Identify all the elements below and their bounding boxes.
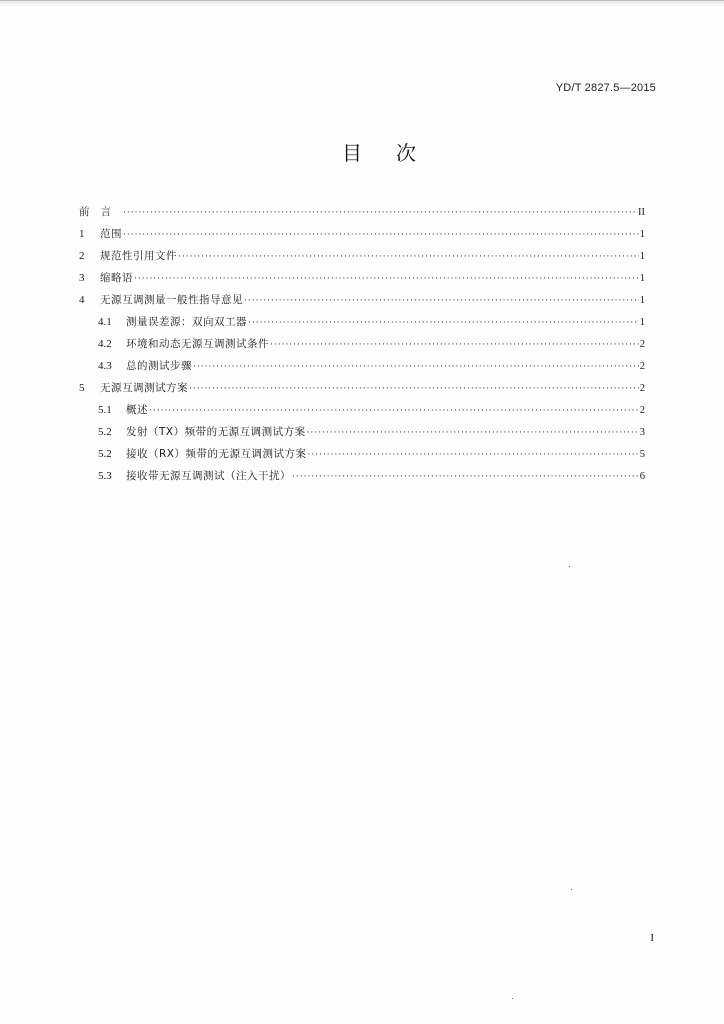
toc-entry-label: 接收（RX）频带的无源互调测试方案	[126, 448, 307, 460]
toc-entry-page: 1	[639, 273, 645, 284]
toc-entry-label: 缩略语	[100, 272, 133, 284]
toc-entry-number: 5.1	[98, 404, 112, 416]
toc-leader-dots	[189, 378, 639, 400]
toc-entry-number: 4.2	[98, 338, 112, 350]
toc-entry-page: 2	[639, 361, 645, 372]
toc-title: 目次	[342, 141, 450, 165]
toc-leader-dots	[307, 422, 639, 444]
toc-entry-page: 1	[639, 251, 645, 262]
toc-leader-dots	[193, 356, 639, 378]
toc-entry-number: 4.3	[98, 360, 112, 372]
toc-entry-number: 5.2	[98, 426, 112, 438]
toc-entry-5-3[interactable]	[79, 465, 645, 487]
toc-entry-5-1[interactable]	[79, 399, 645, 421]
scan-speck	[512, 998, 513, 999]
page-number: I	[650, 932, 654, 944]
toc-entry-label: 环境和动态无源互调测试条件	[126, 338, 269, 350]
toc-entry-4-1[interactable]	[79, 311, 645, 333]
toc-entry-number: 5.3	[98, 470, 112, 482]
toc-entry-4-2[interactable]	[79, 333, 645, 355]
toc-entry-5-2-tx[interactable]	[79, 421, 645, 443]
standard-code: YD/T 2827.5—2015	[555, 82, 656, 94]
toc-entry-foreword[interactable]	[79, 201, 645, 223]
toc-entry-label: 测量误差源：双向双工器	[126, 316, 247, 328]
toc-entry-number: 4.1	[98, 316, 112, 328]
toc-entry-5[interactable]	[79, 377, 645, 399]
toc-entry-label: 无源互调测试方案	[100, 382, 188, 394]
toc-leader-dots	[149, 400, 639, 422]
toc-entry-4-3[interactable]	[79, 355, 645, 377]
toc-entry-label: 总的测试步骤	[126, 360, 192, 372]
toc-entry-label: 接收带无源互调测试（注入干扰）	[126, 470, 291, 482]
toc-entry-page: 1	[639, 229, 645, 240]
toc-entry-label: 范围	[100, 228, 122, 240]
toc-entry-page: 2	[639, 383, 645, 394]
toc-leader-dots	[292, 466, 639, 488]
toc-leader-dots	[123, 202, 637, 224]
toc-leader-dots	[248, 312, 639, 334]
toc-entry-page: 1	[639, 295, 645, 306]
scan-speck	[569, 566, 570, 567]
toc-entry-number: 3	[79, 272, 85, 284]
toc-entry-number: 5.2	[98, 448, 112, 460]
toc-entry-page: 2	[639, 339, 645, 350]
toc-entry-label: 无源互调测量一般性指导意见	[100, 294, 243, 306]
toc-entry-4[interactable]	[79, 289, 645, 311]
toc-leader-dots	[134, 268, 639, 290]
toc-entry-page: 5	[639, 449, 645, 460]
toc-leader-dots	[178, 246, 639, 268]
toc-entry-1[interactable]	[79, 223, 645, 245]
toc-entry-number: 1	[79, 228, 85, 240]
toc-entry-label: 发射（TX）频带的无源互调测试方案	[126, 426, 306, 438]
toc-entry-page: 1	[639, 317, 645, 328]
toc-entry-page: 6	[639, 471, 645, 482]
toc-leader-dots	[270, 334, 639, 356]
toc-entry-page: 2	[639, 405, 645, 416]
toc-leader-dots	[308, 444, 639, 466]
toc-entry-number: 5	[79, 382, 85, 394]
toc-entry-number: 2	[79, 250, 85, 262]
toc-entry-label: 概述	[126, 404, 148, 416]
scan-edge	[0, 0, 724, 7]
toc-entry-3[interactable]	[79, 267, 645, 289]
toc-entry-label: 前言	[79, 206, 122, 218]
scan-speck	[571, 889, 572, 890]
table-of-contents	[79, 201, 645, 487]
toc-entry-page: II	[638, 207, 645, 218]
toc-entry-2[interactable]	[79, 245, 645, 267]
toc-entry-page: 3	[639, 427, 645, 438]
toc-leader-dots	[123, 224, 639, 246]
toc-leader-dots	[244, 290, 639, 312]
toc-entry-5-2-rx[interactable]	[79, 443, 645, 465]
toc-entry-label: 规范性引用文件	[100, 250, 177, 262]
toc-entry-number: 4	[79, 294, 85, 306]
